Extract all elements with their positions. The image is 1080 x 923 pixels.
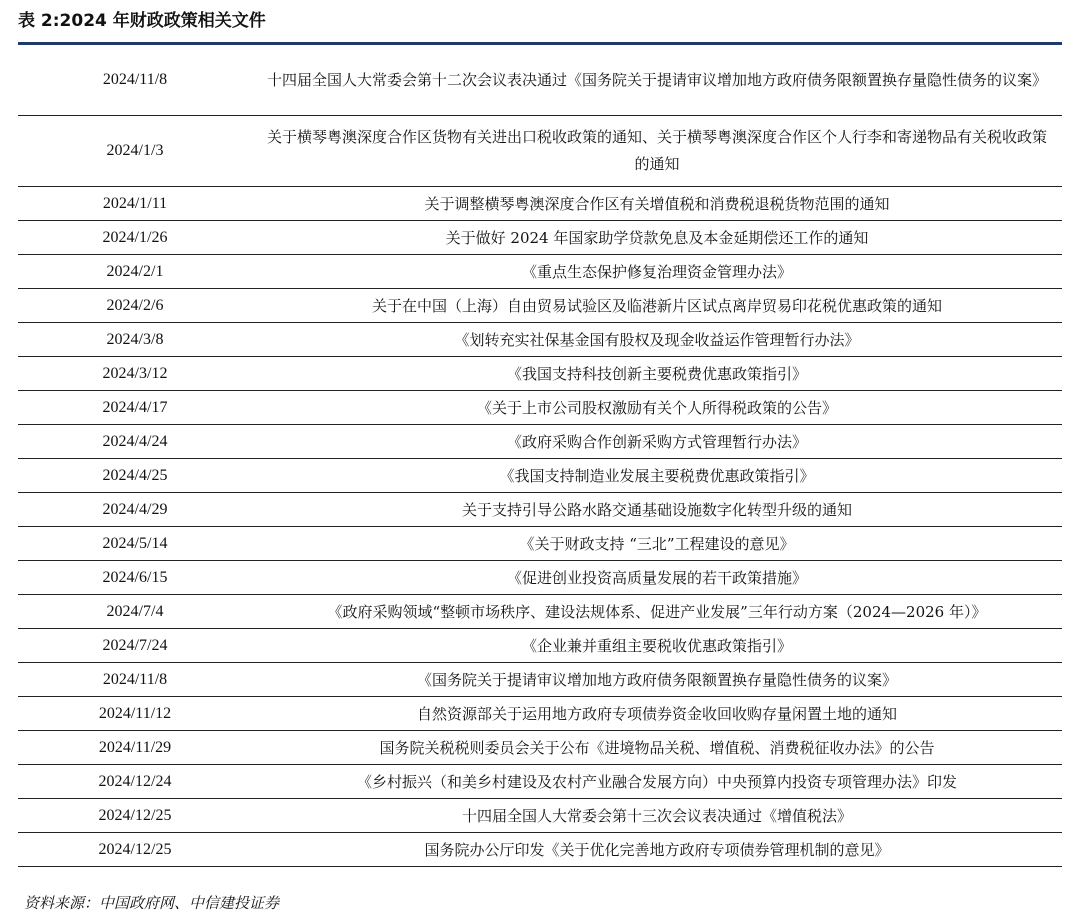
source-note: 资料来源：中国政府网、中信建投证券 — [24, 894, 280, 912]
document-cell: 《政府采购合作创新采购方式管理暂行办法》 — [252, 425, 1062, 459]
table-row — [18, 187, 1062, 221]
document-cell: 十四届全国人大常委会第十三次会议表决通过《增值税法》 — [252, 799, 1062, 833]
table-row — [18, 595, 1062, 629]
date-cell: 2024/3/8 — [18, 323, 252, 357]
document-cell: 国务院办公厅印发《关于优化完善地方政府专项债券管理机制的意见》 — [252, 833, 1062, 867]
date-cell: 2024/4/17 — [18, 391, 252, 425]
document-cell: 关于支持引导公路水路交通基础设施数字化转型升级的通知 — [252, 493, 1062, 527]
table-body — [18, 45, 1062, 867]
document-cell: 《划转充实社保基金国有股权及现金收益运作管理暂行办法》 — [252, 323, 1062, 357]
document-cell: 关于在中国（上海）自由贸易试验区及临港新片区试点离岸贸易印花税优惠政策的通知 — [252, 289, 1062, 323]
table-row — [18, 289, 1062, 323]
table-row — [18, 221, 1062, 255]
document-cell: 《我国支持科技创新主要税费优惠政策指引》 — [252, 357, 1062, 391]
table-row — [18, 391, 1062, 425]
date-cell: 2024/4/29 — [18, 493, 252, 527]
document-cell: 《我国支持制造业发展主要税费优惠政策指引》 — [252, 459, 1062, 493]
date-cell: 2024/1/11 — [18, 187, 252, 221]
table-row — [18, 425, 1062, 459]
document-cell: 《国务院关于提请审议增加地方政府债务限额置换存量隐性债务的议案》 — [252, 663, 1062, 697]
document-cell: 《促进创业投资高质量发展的若干政策措施》 — [252, 561, 1062, 595]
date-cell: 2024/12/24 — [18, 765, 252, 799]
table-row — [18, 833, 1062, 867]
date-cell: 2024/4/25 — [18, 459, 252, 493]
date-cell: 2024/4/24 — [18, 425, 252, 459]
table-row — [18, 663, 1062, 697]
date-cell: 2024/11/8 — [18, 45, 252, 116]
date-cell: 2024/12/25 — [18, 799, 252, 833]
date-cell: 2024/6/15 — [18, 561, 252, 595]
document-cell: 《政府采购领域“整顿市场秩序、建设法规体系、促进产业发展”三年行动方案（2024—2026 年）》 — [252, 595, 1062, 629]
table-row — [18, 527, 1062, 561]
date-cell: 2024/1/26 — [18, 221, 252, 255]
table-row — [18, 116, 1062, 187]
policy-documents-table — [18, 45, 1062, 867]
date-cell: 2024/1/3 — [18, 116, 252, 187]
table-row — [18, 799, 1062, 833]
document-cell: 十四届全国人大常委会第十二次会议表决通过《国务院关于提请审议增加地方政府债务限额置换存量隐性债务的议案》 — [252, 45, 1062, 116]
table-row — [18, 731, 1062, 765]
table-row — [18, 629, 1062, 663]
table-row — [18, 323, 1062, 357]
date-cell: 2024/11/8 — [18, 663, 252, 697]
document-cell: 《乡村振兴（和美乡村建设及农村产业融合发展方向）中央预算内投资专项管理办法》印发 — [252, 765, 1062, 799]
date-cell: 2024/11/29 — [18, 731, 252, 765]
date-cell: 2024/7/24 — [18, 629, 252, 663]
date-cell: 2024/3/12 — [18, 357, 252, 391]
table-row — [18, 697, 1062, 731]
table-row — [18, 357, 1062, 391]
table-row — [18, 45, 1062, 116]
table-row — [18, 459, 1062, 493]
document-cell: 自然资源部关于运用地方政府专项债券资金收回收购存量闲置土地的通知 — [252, 697, 1062, 731]
table-row — [18, 255, 1062, 289]
date-cell: 2024/11/12 — [18, 697, 252, 731]
document-cell: 国务院关税税则委员会关于公布《进境物品关税、增值税、消费税征收办法》的公告 — [252, 731, 1062, 765]
table-row — [18, 493, 1062, 527]
date-cell: 2024/5/14 — [18, 527, 252, 561]
document-cell: 关于调整横琴粤澳深度合作区有关增值税和消费税退税货物范围的通知 — [252, 187, 1062, 221]
table-row — [18, 561, 1062, 595]
document-cell: 《关于财政支持 “三北”工程建设的意见》 — [252, 527, 1062, 561]
document-cell: 《重点生态保护修复治理资金管理办法》 — [252, 255, 1062, 289]
document-cell: 《关于上市公司股权激励有关个人所得税政策的公告》 — [252, 391, 1062, 425]
document-cell: 关于横琴粤澳深度合作区货物有关进出口税收政策的通知、关于横琴粤澳深度合作区个人行李和寄递物品有关税收政策的通知 — [252, 116, 1062, 187]
table-title: 表 2:2024 年财政政策相关文件 — [18, 11, 266, 31]
date-cell: 2024/12/25 — [18, 833, 252, 867]
date-cell: 2024/2/1 — [18, 255, 252, 289]
date-cell: 2024/2/6 — [18, 289, 252, 323]
date-cell: 2024/7/4 — [18, 595, 252, 629]
document-cell: 《企业兼并重组主要税收优惠政策指引》 — [252, 629, 1062, 663]
table-row — [18, 765, 1062, 799]
document-cell: 关于做好 2024 年国家助学贷款免息及本金延期偿还工作的通知 — [252, 221, 1062, 255]
